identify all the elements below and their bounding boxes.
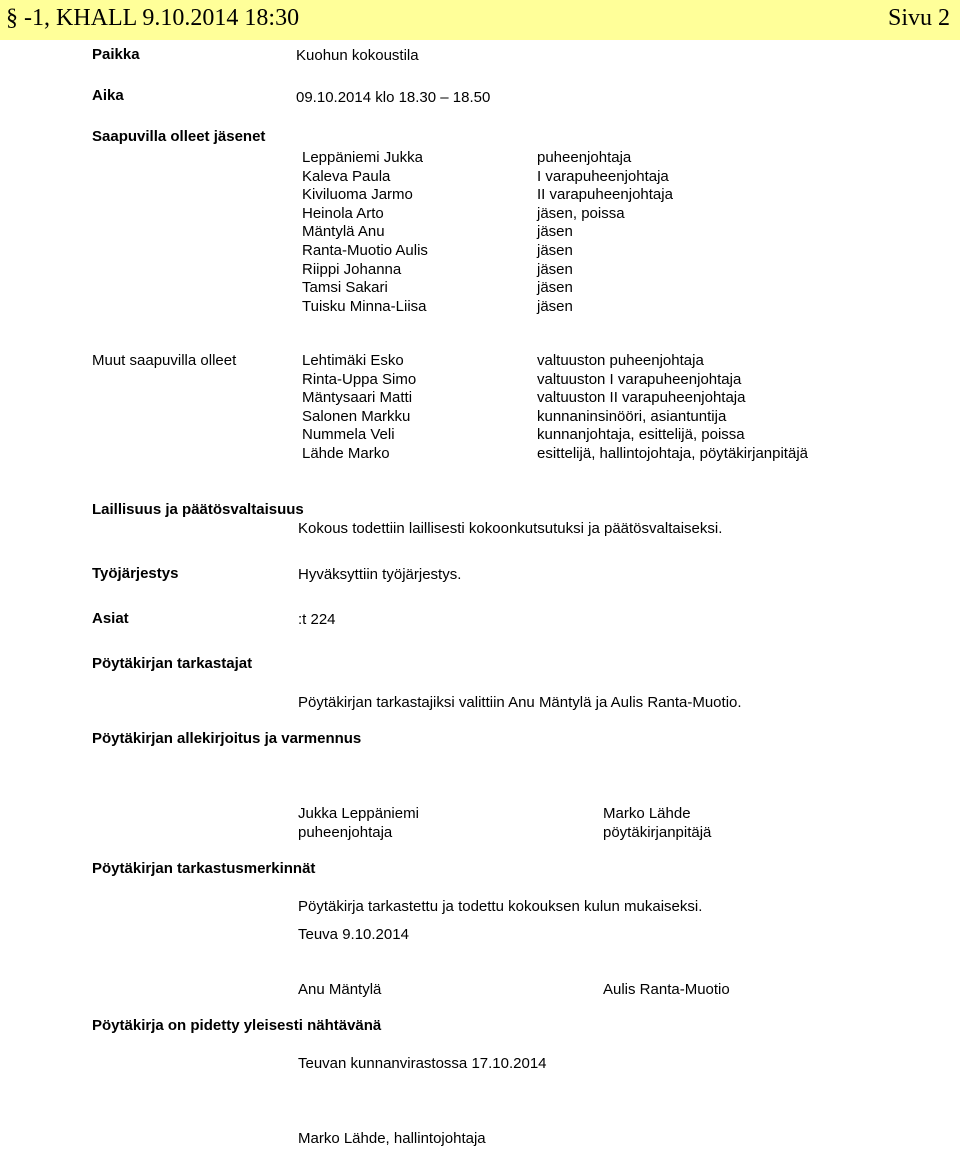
attendee-role: I varapuheenjohtaja [537, 167, 669, 185]
header-page-number: Sivu 2 [887, 5, 950, 31]
attendees-label: Saapuvilla olleet jäsenet [92, 128, 266, 145]
paikka-value: Kuohun kokoustila [296, 47, 419, 64]
signature-2-name: Marko Lähde [603, 805, 691, 822]
aika-label: Aika [92, 87, 124, 104]
allekirjoitus-label: Pöytäkirjan allekirjoitus ja varmennus [92, 730, 362, 747]
page-header [0, 0, 960, 40]
other-attendee-role: kunnaninsinööri, asiantuntija [537, 407, 727, 425]
other-attendee-role: valtuuston I varapuheenjohtaja [537, 370, 742, 388]
attendee-name: Ranta-Muotio Aulis [302, 241, 428, 259]
attendee-name: Kaleva Paula [302, 167, 391, 185]
tarkastajat-label: Pöytäkirjan tarkastajat [92, 655, 253, 672]
other-attendee-role: valtuuston II varapuheenjohtaja [537, 389, 746, 407]
asiat-label: Asiat [92, 610, 129, 627]
attendee-name: Tuisku Minna-Liisa [302, 297, 427, 315]
asiat-value: :t 224 [298, 611, 336, 628]
attendee-role: jäsen [537, 241, 573, 259]
place-date: Teuva 9.10.2014 [298, 926, 409, 943]
attendee-role: jäsen [537, 279, 573, 297]
attendee-role: jäsen [537, 223, 573, 241]
nahtavana-text: Teuvan kunnanvirastossa 17.10.2014 [298, 1055, 547, 1072]
tyojarjestys-value: Hyväksyttiin työjärjestys. [298, 566, 462, 583]
tyojarjestys-label: Työjärjestys [92, 565, 179, 582]
laillisuus-label: Laillisuus ja päätösvaltaisuus [92, 501, 304, 518]
attendee-name: Riippi Johanna [302, 260, 402, 278]
header-section-title: § -1, KHALL 9.10.2014 18:30 [6, 5, 300, 31]
other-attendee-name: Salonen Markku [302, 407, 411, 425]
attendee-roles [537, 149, 673, 316]
laillisuus-value: Kokous todettiin laillisesti kokoonkutsutuksi ja päätösvaltaiseksi. [298, 520, 723, 537]
attendee-name: Heinola Arto [302, 204, 384, 222]
attendee-names [302, 149, 428, 316]
inspector-1-signature: Anu Mäntylä [298, 981, 382, 998]
signature-2-role: pöytäkirjanpitäjä [603, 824, 712, 841]
signature-1-role: puheenjohtaja [298, 824, 393, 841]
other-attendee-roles [537, 352, 808, 464]
inspector-2-signature: Aulis Ranta-Muotio [603, 981, 730, 998]
other-attendee-name: Mäntysaari Matti [302, 389, 413, 407]
tarkastusmerkinnat-text: Pöytäkirja tarkastettu ja todettu kokouksen kulun mukaiseksi. [298, 898, 703, 915]
attendee-role: jäsen, poissa [537, 204, 625, 222]
other-attendee-name: Lähde Marko [302, 444, 390, 462]
attendee-role: jäsen [537, 297, 573, 315]
others-label: Muut saapuvilla olleet [92, 352, 237, 369]
paikka-label: Paikka [92, 46, 140, 63]
tarkastajat-value: Pöytäkirjan tarkastajiksi valittiin Anu Mäntylä ja Aulis Ranta-Muotio. [298, 694, 742, 711]
other-attendee-role: kunnanjohtaja, esittelijä, poissa [537, 426, 745, 444]
attendee-name: Kiviluoma Jarmo [302, 186, 413, 204]
nahtavana-label: Pöytäkirja on pidetty yleisesti nähtävänä [92, 1017, 382, 1034]
attendee-role: jäsen [537, 260, 573, 278]
aika-value: 09.10.2014 klo 18.30 – 18.50 [296, 89, 491, 106]
nahtavana-signer: Marko Lähde, hallintojohtaja [298, 1130, 486, 1147]
signature-1-name: Jukka Leppäniemi [298, 805, 419, 822]
other-attendee-role: valtuuston puheenjohtaja [537, 352, 704, 369]
other-attendee-name: Lehtimäki Esko [302, 352, 404, 369]
attendee-name: Tamsi Sakari [302, 279, 388, 297]
other-attendee-name: Rinta-Uppa Simo [302, 370, 417, 388]
attendee-name: Leppäniemi Jukka [302, 149, 423, 166]
attendee-role: puheenjohtaja [537, 149, 632, 166]
tarkastusmerkinnat-label: Pöytäkirjan tarkastusmerkinnät [92, 860, 316, 877]
other-attendee-role: esittelijä, hallintojohtaja, pöytäkirjanpitäjä [537, 444, 808, 462]
attendee-role: II varapuheenjohtaja [537, 186, 673, 204]
other-attendee-names [302, 352, 416, 464]
attendee-name: Mäntylä Anu [302, 223, 385, 241]
other-attendee-name: Nummela Veli [302, 426, 395, 444]
